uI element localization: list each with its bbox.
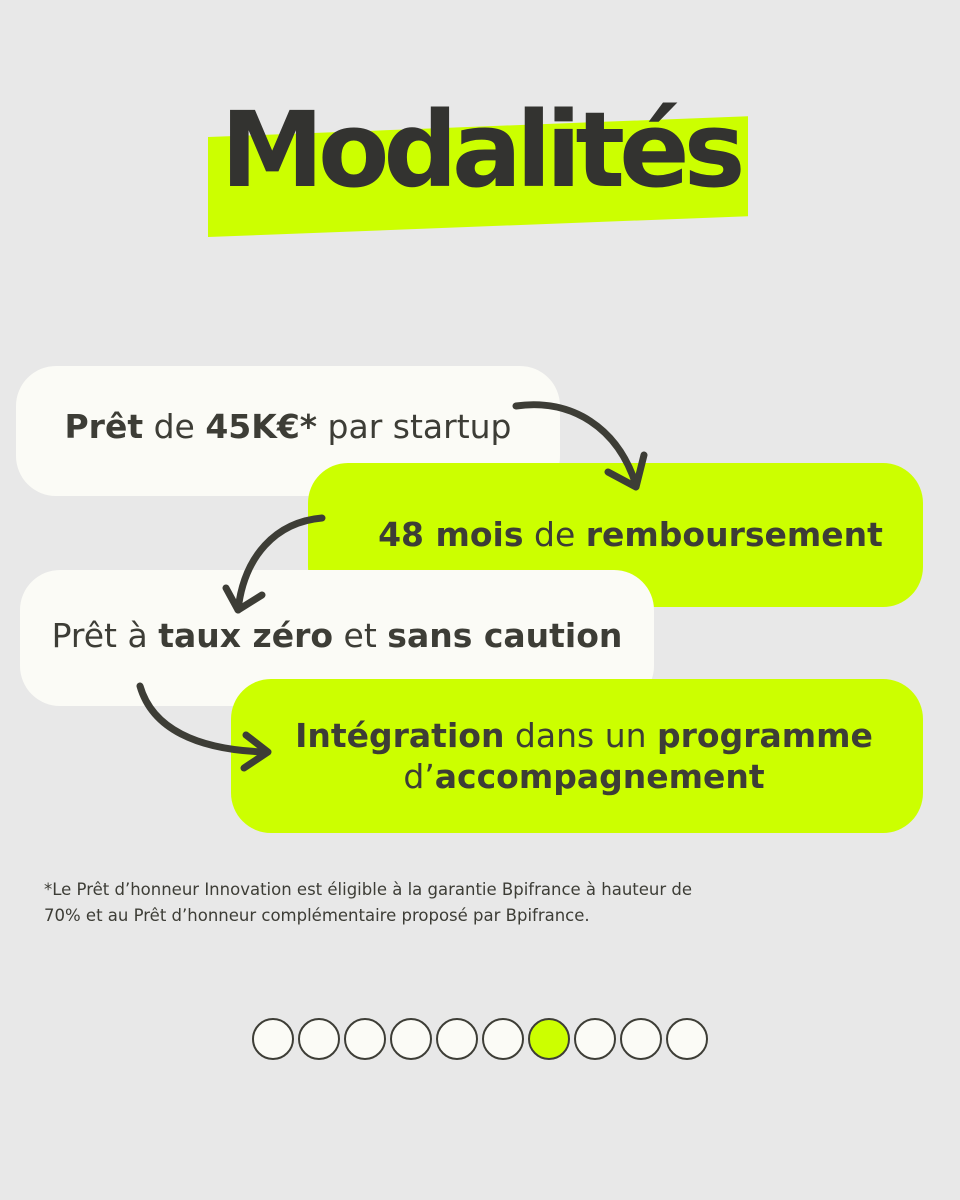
- footnote-line: 70% et au Prêt d’honneur complémentaire proposé par Bpifrance.: [44, 905, 590, 925]
- card-text-segment: de: [523, 515, 586, 555]
- pagination-dot[interactable]: [574, 1018, 616, 1060]
- card-text: [64, 406, 511, 447]
- pagination-dot[interactable]: [298, 1018, 340, 1060]
- card-text-segment: accompagnement: [434, 757, 765, 796]
- card-text-segment: remboursement: [585, 515, 883, 555]
- footnote: [44, 877, 804, 928]
- page-title: Modalités: [220, 89, 740, 211]
- card-text-segment: et: [333, 616, 388, 656]
- card-support-program: [231, 679, 923, 833]
- pagination-dot[interactable]: [666, 1018, 708, 1060]
- pagination-dot-active[interactable]: [528, 1018, 570, 1060]
- card-text: [52, 615, 623, 656]
- card-text-segment: sans caution: [387, 616, 623, 656]
- card-text-segment: d’: [403, 757, 435, 796]
- card-text-segment: de: [143, 407, 206, 447]
- card-text-segment: par startup: [317, 407, 512, 447]
- card-text: [378, 514, 883, 555]
- card-text-segment: Intégration: [295, 715, 505, 755]
- pagination-dot[interactable]: [482, 1018, 524, 1060]
- card-text-segment: 45K€*: [205, 407, 318, 447]
- pagination-dot[interactable]: [390, 1018, 432, 1060]
- card-text-segment: Prêt à: [51, 616, 159, 656]
- card-text-segment: programme: [657, 715, 873, 755]
- card-text: [295, 715, 873, 798]
- card-text-segment: 48 mois: [378, 515, 524, 555]
- pagination-dot[interactable]: [344, 1018, 386, 1060]
- pagination-dots: [252, 1018, 708, 1060]
- pagination-dot[interactable]: [436, 1018, 478, 1060]
- card-text-segment: taux zéro: [158, 616, 334, 656]
- footnote-line: *Le Prêt d’honneur Innovation est éligible à la garantie Bpifrance à hauteur de: [44, 880, 693, 899]
- pagination-dot[interactable]: [620, 1018, 662, 1060]
- card-text-segment: Prêt: [64, 407, 144, 447]
- pagination-dot[interactable]: [252, 1018, 294, 1060]
- card-text-segment: dans un: [504, 715, 658, 755]
